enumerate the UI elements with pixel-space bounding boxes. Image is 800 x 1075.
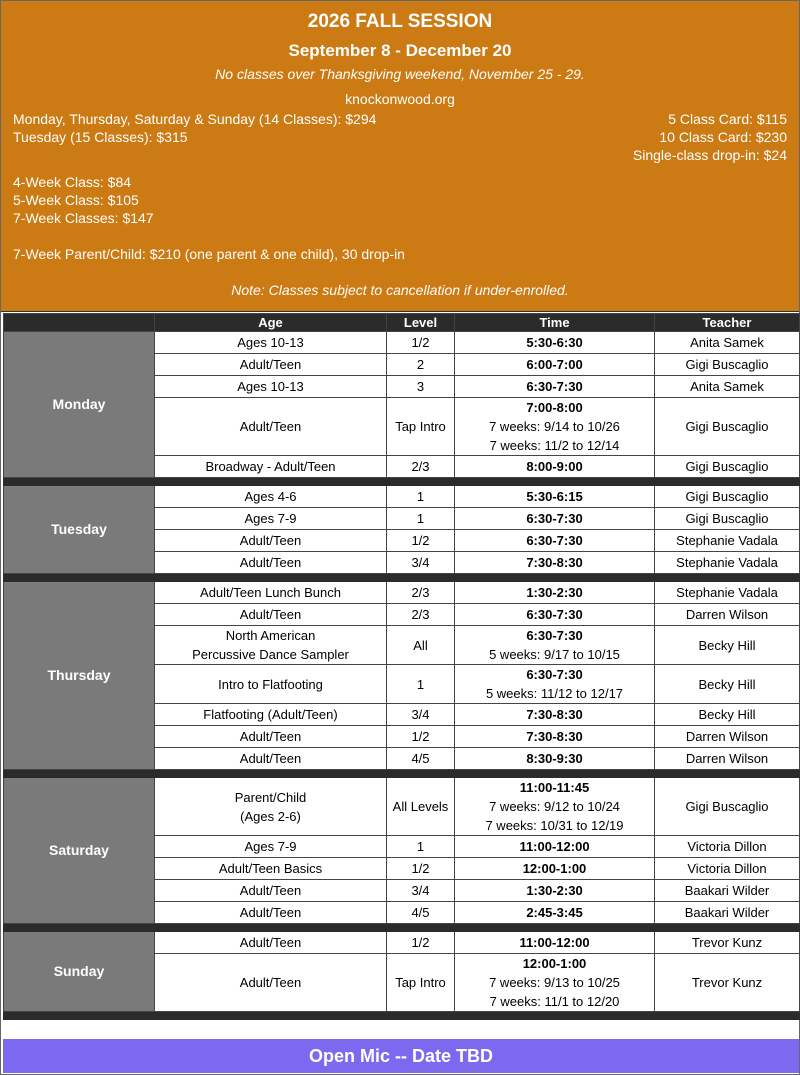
level-cell: 3/4	[387, 552, 455, 574]
age-cell	[155, 902, 387, 924]
day-separator	[4, 478, 800, 486]
level-cell: 1	[387, 836, 455, 858]
age-cell	[155, 582, 387, 604]
day-label: Sunday	[4, 932, 155, 1012]
day-separator	[4, 924, 800, 932]
level-cell: Tap Intro	[387, 398, 455, 456]
time-weeks: 7 weeks: 10/31 to 12/19	[485, 818, 624, 833]
pricing-line: 5 Class Card: $115	[668, 111, 787, 127]
teacher-cell: Anita Samek	[655, 332, 800, 354]
pricing-weeks	[13, 173, 154, 227]
pricing-line: 10 Class Card: $230	[659, 129, 787, 145]
level-cell: 1/2	[387, 726, 455, 748]
teacher-cell: Baakari Wilder	[655, 880, 800, 902]
teacher-cell: Trevor Kunz	[655, 954, 800, 1012]
column-header: Teacher	[655, 314, 800, 332]
age-cell	[155, 726, 387, 748]
age-cell	[155, 954, 387, 1012]
time-cell	[455, 604, 655, 626]
time-main: 5:30-6:30	[526, 335, 583, 350]
column-header	[4, 314, 155, 332]
level-cell: 3/4	[387, 704, 455, 726]
time-cell	[455, 665, 655, 704]
column-header: Age	[155, 314, 387, 332]
level-cell: Tap Intro	[387, 954, 455, 1012]
age-line: Ages 10-13	[237, 379, 304, 394]
website-text: knockonwood.org	[345, 91, 455, 107]
level-cell: 2/3	[387, 604, 455, 626]
time-main: 1:30-2:30	[526, 883, 583, 898]
time-weeks: 5 weeks: 11/12 to 12/17	[485, 686, 624, 701]
age-line: Flatfooting (Adult/Teen)	[203, 707, 338, 722]
level-cell: 2	[387, 354, 455, 376]
age-line: Adult/Teen	[239, 533, 302, 548]
age-line: Adult/Teen Basics	[218, 861, 323, 876]
teacher-cell: Victoria Dillon	[655, 836, 800, 858]
time-main: 6:30-7:30	[526, 667, 583, 682]
age-line: Adult/Teen	[239, 975, 302, 990]
age-cell	[155, 626, 387, 665]
teacher-cell: Stephanie Vadala	[655, 530, 800, 552]
pricing-line: 5-Week Class: $105	[13, 192, 139, 208]
age-line: Parent/Child	[234, 789, 307, 805]
age-cell	[155, 836, 387, 858]
time-cell	[455, 954, 655, 1012]
parent-child-pricing: 7-Week Parent/Child: $210 (one parent & one child), 30 drop-in	[13, 246, 405, 262]
time-cell	[455, 836, 655, 858]
time-main: 7:30-8:30	[526, 555, 583, 570]
time-weeks: 7 weeks: 9/12 to 10/24	[489, 799, 620, 814]
separator-cell	[4, 478, 800, 486]
age-line: Adult/Teen	[239, 729, 302, 744]
level-cell: 2/3	[387, 456, 455, 478]
time-cell	[455, 332, 655, 354]
day-label: Tuesday	[4, 486, 155, 574]
holiday-note: No classes over Thanksgiving weekend, November 25 - 29.	[215, 66, 585, 82]
age-line: Adult/Teen	[239, 555, 302, 570]
age-line: Ages 7-9	[244, 511, 297, 526]
age-cell	[155, 604, 387, 626]
level-cell: 1/2	[387, 530, 455, 552]
time-cell	[455, 582, 655, 604]
time-cell	[455, 486, 655, 508]
table-header-row	[4, 314, 800, 332]
level-cell: 1	[387, 508, 455, 530]
time-main: 2:45-3:45	[526, 905, 583, 920]
time-cell	[455, 376, 655, 398]
level-cell: 4/5	[387, 902, 455, 924]
time-cell	[455, 626, 655, 665]
age-cell	[155, 456, 387, 478]
time-main: 11:00-12:00	[519, 839, 590, 854]
time-main: 6:30-7:30	[526, 607, 583, 622]
age-line: Ages 10-13	[237, 335, 304, 350]
day-separator	[4, 574, 800, 582]
pricing-right	[633, 110, 787, 164]
teacher-cell: Becky Hill	[655, 704, 800, 726]
age-line: Adult/Teen	[239, 357, 302, 372]
time-main: 7:00-8:00	[526, 400, 583, 415]
time-main: 6:00-7:00	[526, 357, 583, 372]
pricing-left	[13, 110, 376, 146]
time-weeks: 7 weeks: 11/1 to 12/20	[489, 994, 620, 1009]
table-row	[4, 932, 800, 954]
time-main: 7:30-8:30	[526, 707, 583, 722]
time-cell	[455, 552, 655, 574]
time-main: 12:00-1:00	[522, 861, 587, 876]
time-weeks: 7 weeks: 11/2 to 12/14	[489, 438, 620, 453]
level-cell: 3/4	[387, 880, 455, 902]
cancellation-note: Note: Classes subject to cancellation if under-enrolled.	[231, 282, 569, 298]
level-cell: 1/2	[387, 858, 455, 880]
age-line: Adult/Teen Lunch Bunch	[200, 585, 341, 600]
teacher-cell: Darren Wilson	[655, 748, 800, 770]
day-separator	[4, 770, 800, 778]
teacher-cell: Becky Hill	[655, 665, 800, 704]
time-weeks: 7 weeks: 9/13 to 10/25	[489, 975, 620, 990]
age-line: Adult/Teen	[239, 751, 302, 766]
pricing-line: Tuesday (15 Classes): $315	[13, 129, 188, 145]
age-line: Adult/Teen	[239, 905, 302, 920]
age-line: Adult/Teen	[239, 607, 302, 622]
pricing-line: 4-Week Class: $84	[13, 174, 132, 190]
day-label: Thursday	[4, 582, 155, 770]
age-cell	[155, 508, 387, 530]
table-row	[4, 486, 800, 508]
age-line: (Ages 2-6)	[240, 808, 301, 824]
separator-cell	[4, 1012, 800, 1020]
time-main: 11:00-12:00	[519, 935, 590, 950]
teacher-cell: Gigi Buscaglio	[655, 354, 800, 376]
teacher-cell: Baakari Wilder	[655, 902, 800, 924]
level-cell: 1	[387, 486, 455, 508]
day-separator	[4, 1012, 800, 1020]
age-cell	[155, 486, 387, 508]
age-cell	[155, 932, 387, 954]
age-cell	[155, 398, 387, 456]
age-cell	[155, 704, 387, 726]
pricing-line: Single-class drop-in: $24	[632, 147, 787, 163]
open-mic-banner: Open Mic -- Date TBD	[3, 1039, 799, 1073]
age-line: Intro to Flatfooting	[218, 676, 323, 692]
time-cell	[455, 778, 655, 836]
separator-cell	[4, 574, 800, 582]
time-main: 8:00-9:00	[526, 459, 583, 474]
column-header: Time	[455, 314, 655, 332]
teacher-cell: Darren Wilson	[655, 604, 800, 626]
age-line: Adult/Teen	[239, 883, 302, 898]
level-cell: 1/2	[387, 332, 455, 354]
time-cell	[455, 530, 655, 552]
session-dates: September 8 - December 20	[288, 41, 512, 60]
level-cell: 2/3	[387, 582, 455, 604]
time-main: 8:30-9:30	[526, 751, 583, 766]
pricing-line: 7-Week Classes: $147	[13, 210, 154, 226]
time-main: 5:30-6:15	[526, 489, 583, 504]
age-line: Percussive Dance Sampler	[192, 647, 349, 662]
time-main: 6:30-7:30	[526, 379, 583, 394]
time-main: 12:00-1:00	[522, 956, 587, 971]
column-header: Level	[387, 314, 455, 332]
schedule-table	[3, 313, 800, 1020]
schedule-body	[4, 332, 800, 1020]
teacher-cell: Victoria Dillon	[655, 858, 800, 880]
level-cell: 4/5	[387, 748, 455, 770]
age-cell	[155, 748, 387, 770]
time-cell	[455, 508, 655, 530]
age-cell	[155, 354, 387, 376]
session-title: 2026 FALL SESSION	[307, 11, 493, 32]
table-row	[4, 332, 800, 354]
level-cell: All	[387, 626, 455, 665]
age-line: Adult/Teen	[239, 935, 302, 950]
teacher-cell: Darren Wilson	[655, 726, 800, 748]
time-weeks: 5 weeks: 9/17 to 10/15	[489, 647, 620, 662]
time-cell	[455, 704, 655, 726]
level-cell: 1/2	[387, 932, 455, 954]
teacher-cell: Becky Hill	[655, 626, 800, 665]
time-main: 6:30-7:30	[526, 628, 583, 643]
age-cell	[155, 665, 387, 704]
level-cell: 1	[387, 665, 455, 704]
time-main: 7:30-8:30	[526, 729, 583, 744]
separator-cell	[4, 770, 800, 778]
time-cell	[455, 354, 655, 376]
table-row	[4, 778, 800, 836]
time-cell	[455, 748, 655, 770]
time-main: 1:30-2:30	[526, 585, 583, 600]
age-cell	[155, 778, 387, 836]
teacher-cell: Anita Samek	[655, 376, 800, 398]
time-cell	[455, 398, 655, 456]
separator-cell	[4, 924, 800, 932]
time-main: 6:30-7:30	[526, 533, 583, 548]
teacher-cell: Gigi Buscaglio	[655, 778, 800, 836]
time-cell	[455, 932, 655, 954]
pricing-line: Monday, Thursday, Saturday & Sunday (14 Classes): $294	[13, 111, 377, 127]
age-cell	[155, 858, 387, 880]
day-label: Saturday	[4, 778, 155, 924]
teacher-cell: Gigi Buscaglio	[655, 508, 800, 530]
level-cell: 3	[387, 376, 455, 398]
time-main: 6:30-7:30	[526, 511, 583, 526]
time-cell	[455, 456, 655, 478]
age-line: Adult/Teen	[239, 419, 302, 434]
age-line: Broadway - Adult/Teen	[205, 459, 336, 474]
teacher-cell: Gigi Buscaglio	[655, 486, 800, 508]
time-cell	[455, 726, 655, 748]
age-cell	[155, 552, 387, 574]
teacher-cell: Stephanie Vadala	[655, 582, 800, 604]
age-cell	[155, 376, 387, 398]
table-row	[4, 582, 800, 604]
teacher-cell: Gigi Buscaglio	[655, 398, 800, 456]
time-weeks: 7 weeks: 9/14 to 10/26	[489, 419, 620, 434]
age-cell	[155, 880, 387, 902]
age-line: Ages 7-9	[244, 839, 297, 854]
teacher-cell: Stephanie Vadala	[655, 552, 800, 574]
session-header	[1, 1, 799, 312]
day-label: Monday	[4, 332, 155, 478]
level-cell: All Levels	[387, 778, 455, 836]
age-line: Ages 4-6	[244, 489, 297, 504]
age-cell	[155, 332, 387, 354]
age-cell	[155, 530, 387, 552]
age-line: North American	[225, 628, 316, 643]
time-cell	[455, 858, 655, 880]
time-main: 11:00-11:45	[519, 780, 590, 795]
time-cell	[455, 902, 655, 924]
teacher-cell: Gigi Buscaglio	[655, 456, 800, 478]
teacher-cell: Trevor Kunz	[655, 932, 800, 954]
time-cell	[455, 880, 655, 902]
